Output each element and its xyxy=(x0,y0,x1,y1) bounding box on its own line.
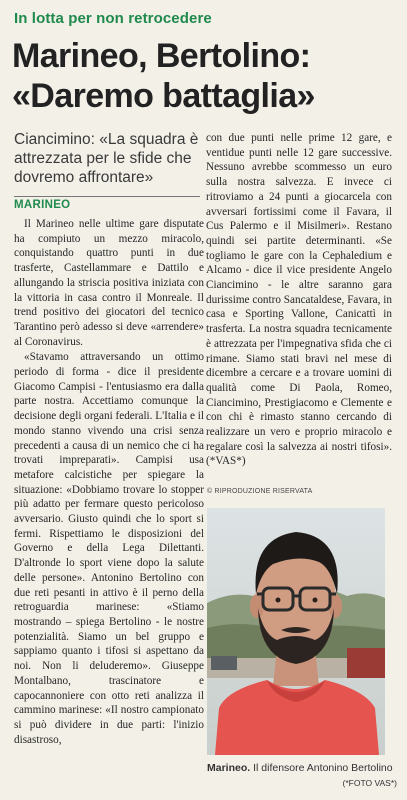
article-kicker: In lotta per non retrocedere xyxy=(14,10,212,27)
article-subtitle: Ciancimino: «La squadra è attrezzata per le sfide che dovremo affrontare» xyxy=(14,131,199,186)
body-paragraph: Il Marineo nelle ultime gare disputate ha compiuto un mezzo miracolo, conquistando quattro punti in due trasferte, Castellammare e Dattilo e allungando la striscia positiva iniziata con la vittoria in casa contro il Monreale. Il trend positivo dei giocatori del tecnico Tarantino però adesso si deve «arrendere» al Coronavirus. xyxy=(14,218,204,348)
photo-credit: (*FOTO VAS*) xyxy=(342,778,397,788)
caption-place: Marineo. xyxy=(207,762,251,774)
section-divider xyxy=(14,196,200,197)
section-tag: MARINEO xyxy=(14,199,71,211)
headline-line-2: «Daremo battaglia» xyxy=(12,77,315,115)
body-paragraph: con due punti nelle prime 12 gare, e ventidue punti nelle 12 gare successive. Nessuno avrebbe scommesso un euro sulla nostra salvezza. E invece ci ritroviamo a 24 punti a giocarcela con avversari fortissimi come il Favara, il Cus Palermo e il Misilmeri». Restano quindi sei partite determinanti. «Se togliamo le gare con la Cephaledium e Alcamo - dice il vice presidente Angelo Ciancimino - le altre saranno gara durissime contro Sancataldese, Favara, in casa e Sporting Vallone, Canicattì in trasferta. La nostra squadra tecnicamente è attrezzata per l'impegnativa sfida che ci rimane. Siamo stati bravi nel mese di dicembre a cercare e a trovare uomini di qualità come Di Paola, Romeo, Ciancimino, Prestigiacomo e Clemente e con chi è rimasto stanno cercando di realizzare un vero e proprio miracolo e regalare così la salvezza ai nostri tifosi». (*VAS*) xyxy=(206,132,392,468)
article-column-right xyxy=(206,131,392,469)
player-photo xyxy=(207,508,385,755)
article-headline xyxy=(12,36,397,116)
body-paragraph: «Stavamo attraversando un ottimo periodo di forma - dice il presidente Giacomo Campisi - l'entusiasmo era dalla parte nostra. Accettiamo comunque la decisione degli organi federali. L'Italia e il mondo stanno vivendo una crisi senza precedenti a causa di un nemico che ci ha trovati impreparati». Campisi usa metafore calcistiche per spiegare la situazione: «Dobbiamo trovare lo stopper più adatto per fermare questo pericoloso avversario. Giusto quindi che lo sport si fermi. Rispettiamo le disposizioni del Governo e della Lega Dilettanti. D'altronde lo sport viene dopo la salute delle persone». Antonino Bertolino con due reti pesanti in attivo è il perno della retroguardia marinese: «Stiamo mostrando – spiega Bertolino - le nostre potenzialità. Siamo un bel gruppo e sappiamo quanto i tifosi si aspettano da noi. Non li deluderemo». Giuseppe Montalbano, trascinatore e capocannoniere con otto reti analizza il cammino marinese: «Il nostro campionato si può dividere in due parti: l'inizio disastroso, xyxy=(14,351,204,746)
caption-description: Il difensore Antonino Bertolino xyxy=(250,762,393,774)
article-column-left xyxy=(14,217,204,747)
headline-line-1: Marineo, Bertolino: xyxy=(12,37,311,75)
copyright-notice: © RIPRODUZIONE RISERVATA xyxy=(207,488,313,495)
photo-caption xyxy=(207,761,397,790)
player-portrait-illustration xyxy=(207,508,385,755)
